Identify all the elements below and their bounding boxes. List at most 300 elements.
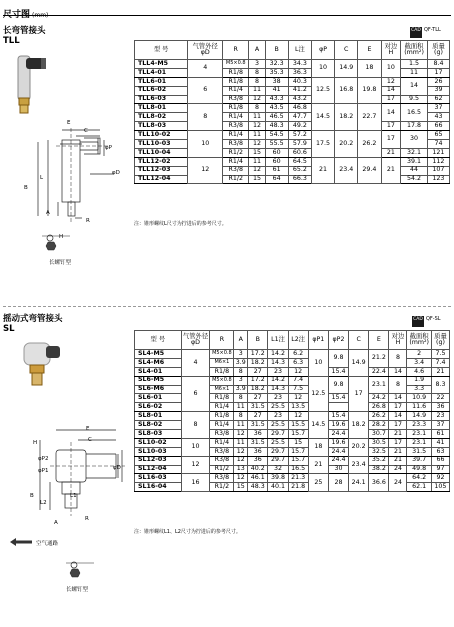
spec-cell: 24.4 <box>328 430 348 439</box>
spec-cell: 20.2 <box>349 438 369 456</box>
sl-col-header: E <box>369 331 389 350</box>
tll-col-header: C <box>335 41 358 60</box>
spec-cell: 14 <box>401 77 428 95</box>
sl-col-header: A <box>234 331 248 350</box>
tll-col-header: E <box>358 41 381 60</box>
spec-cell: 9.5 <box>401 95 428 104</box>
tll-dim-P: φP <box>105 145 112 151</box>
spec-cell: 12.5 <box>311 77 334 104</box>
spec-cell: 29.7 <box>268 430 288 439</box>
spec-cell: 21 <box>381 157 401 184</box>
spec-cell: 17 <box>389 438 407 447</box>
spec-cell: 6.3 <box>288 358 308 367</box>
spec-cell: 17.2 <box>248 350 268 359</box>
spec-cell: 12 <box>188 157 223 184</box>
spec-cell: 66.3 <box>288 175 311 184</box>
tll-col-header: 对边 H <box>381 41 401 60</box>
spec-cell: 17 <box>381 95 401 104</box>
sl-spec-table <box>134 330 450 492</box>
spec-cell: 9.8 <box>328 376 348 394</box>
table-row <box>135 166 450 175</box>
spec-cell: 43.2 <box>288 95 311 104</box>
spec-cell: 28.2 <box>369 421 389 430</box>
spec-cell: 38.2 <box>369 465 389 474</box>
spec-cell: 17 <box>389 403 407 412</box>
sl-dim-D: φD <box>113 465 121 471</box>
table-row <box>135 157 450 166</box>
spec-cell: 10 <box>181 438 210 456</box>
spec-cell: 12 <box>249 140 265 149</box>
spec-cell: 112 <box>427 157 449 166</box>
spec-cell: 35.3 <box>265 68 288 77</box>
spec-cell: 8 <box>249 104 265 113</box>
tll-col-header: 气管外径 φD <box>188 41 223 60</box>
spec-cell: 21.3 <box>288 474 308 483</box>
tll-dim-C: C <box>84 128 88 134</box>
spec-cell: 39.8 <box>268 474 288 483</box>
section-divider <box>3 306 451 307</box>
spec-cell: 15.7 <box>288 430 308 439</box>
spec-cell: 11 <box>234 421 248 430</box>
spec-cell: 31.5 <box>248 438 268 447</box>
tll-col-header: B <box>265 41 288 60</box>
table-row <box>135 60 450 69</box>
model-cell: TLL8-01 <box>135 104 188 113</box>
spec-cell: 26.2 <box>369 412 389 421</box>
spec-cell: 31.5 <box>248 403 268 412</box>
spec-cell: 24.1 <box>349 474 369 492</box>
spec-cell: 25.5 <box>268 403 288 412</box>
tll-hex-caption: 长螺钉型 <box>49 260 72 266</box>
spec-cell: 17 <box>349 376 369 412</box>
spec-cell: 8 <box>188 104 223 131</box>
spec-cell: 21.2 <box>369 350 389 368</box>
spec-cell: 21 <box>431 367 449 376</box>
sl-col-header: 对边 H <box>389 331 407 350</box>
spec-cell: 18.2 <box>248 385 268 394</box>
spec-cell: R1/8 <box>223 77 249 86</box>
spec-cell: 11.6 <box>407 403 431 412</box>
spec-cell: 64.2 <box>407 474 431 483</box>
spec-cell: 17.8 <box>401 122 428 131</box>
spec-cell: 35.2 <box>369 456 389 465</box>
model-cell: TLL10-03 <box>135 140 188 149</box>
sl-dim-B: B <box>30 493 34 499</box>
spec-cell: 8 <box>249 68 265 77</box>
spec-cell: 14.9 <box>335 60 358 78</box>
spec-cell: 43.3 <box>265 95 288 104</box>
spec-cell: 27 <box>248 412 268 421</box>
spec-cell: 17.5 <box>311 131 334 158</box>
spec-cell: 64.5 <box>288 157 311 166</box>
spec-cell: 6 <box>181 376 210 412</box>
spec-cell: R1/2 <box>223 148 249 157</box>
model-cell: TLL6-02 <box>135 86 188 95</box>
spec-cell: 18.2 <box>248 358 268 367</box>
spec-cell: 3 <box>249 60 265 69</box>
spec-cell: R3/8 <box>210 474 234 483</box>
spec-cell: 32.3 <box>265 60 288 69</box>
spec-cell: 39.1 <box>401 157 428 166</box>
spec-cell: 36.6 <box>369 474 389 492</box>
spec-cell: 7.5 <box>431 350 449 359</box>
model-cell: TLL12-04 <box>135 175 188 184</box>
tll-dim-A: A <box>46 210 50 216</box>
spec-cell: R1/2 <box>210 483 234 492</box>
sl-dim-H: H <box>33 440 38 446</box>
spec-cell: 21 <box>389 430 407 439</box>
spec-cell: 21 <box>311 157 334 184</box>
spec-cell: 16.8 <box>335 77 358 104</box>
sl-product-photo <box>18 337 62 393</box>
spec-cell: 60 <box>265 148 288 157</box>
spec-cell: 3.4 <box>407 358 431 367</box>
spec-cell: 15 <box>288 438 308 447</box>
spec-cell: 15.4 <box>328 412 348 421</box>
spec-cell: 36 <box>431 403 449 412</box>
sl-code: SL <box>3 324 15 334</box>
spec-cell: M6×1 <box>210 385 234 394</box>
spec-cell: 12 <box>234 456 248 465</box>
spec-cell: 36.3 <box>288 68 311 77</box>
sl-dim-R: R <box>85 516 89 522</box>
spec-cell: 14 <box>389 394 407 403</box>
spec-cell: 65 <box>427 131 449 140</box>
spec-cell: 8 <box>389 350 407 368</box>
sl-col-header: 截面积 (mm²) <box>407 331 431 350</box>
spec-cell: 12 <box>288 367 308 376</box>
spec-cell: 8.4 <box>427 60 449 69</box>
sl-col-header: L2注 <box>288 331 308 350</box>
spec-cell: 12 <box>181 456 210 474</box>
spec-cell: 61 <box>265 166 288 175</box>
sl-dimension-drawing <box>20 420 132 530</box>
spec-cell: 11 <box>249 157 265 166</box>
cad-icon: CAD <box>412 316 424 327</box>
spec-cell: 15.4 <box>328 367 348 376</box>
model-cell: SL8-03 <box>135 430 182 439</box>
spec-cell: 25.5 <box>268 438 288 447</box>
spec-cell: 7.4 <box>431 358 449 367</box>
spec-cell: 8 <box>249 77 265 86</box>
spec-cell: 62 <box>427 95 449 104</box>
spec-cell: 92 <box>431 474 449 483</box>
spec-cell: 3 <box>234 350 248 359</box>
model-cell: TLL12-02 <box>135 157 188 166</box>
spec-cell: 61 <box>431 430 449 439</box>
table-row <box>135 122 450 131</box>
spec-cell: 1.9 <box>407 376 431 385</box>
spec-cell: 6 <box>188 77 223 104</box>
sl-col-header: B <box>248 331 268 350</box>
spec-cell: 16 <box>181 474 210 492</box>
spec-cell: 11 <box>401 68 428 77</box>
sl-header-row <box>135 331 450 350</box>
spec-cell: 60 <box>265 157 288 166</box>
spec-cell: 24 <box>389 465 407 474</box>
spec-cell: R1/8 <box>223 104 249 113</box>
model-cell: SL4-M5 <box>135 350 182 359</box>
table-row <box>135 456 450 465</box>
sl-col-header: L1注 <box>268 331 288 350</box>
sl-dim-C: C <box>88 437 92 443</box>
spec-cell: 40.3 <box>288 77 311 86</box>
spec-cell: 17.2 <box>248 376 268 385</box>
sl-col-header: 型 号 <box>135 331 182 350</box>
spec-cell: R1/4 <box>223 131 249 140</box>
spec-cell: 24.4 <box>328 447 348 456</box>
spec-cell: 48.3 <box>265 122 288 131</box>
tll-cad-badge <box>410 27 441 38</box>
spec-cell: 10.9 <box>407 394 431 403</box>
spec-cell: 29.4 <box>358 157 381 184</box>
spec-cell: 41.2 <box>288 86 311 95</box>
table-row <box>135 68 450 77</box>
spec-cell: 7.4 <box>288 376 308 385</box>
spec-cell: R1/2 <box>223 175 249 184</box>
spec-cell: 48.3 <box>248 483 268 492</box>
spec-cell: 60.6 <box>288 148 311 157</box>
model-cell: TLL6-03 <box>135 95 188 104</box>
spec-cell: 31.5 <box>248 421 268 430</box>
spec-cell: R1/8 <box>223 68 249 77</box>
spec-cell: R3/8 <box>223 140 249 149</box>
table-row <box>135 131 450 140</box>
page-unit: (mm) <box>32 12 49 19</box>
spec-cell: 23 <box>268 412 288 421</box>
spec-cell: 15.7 <box>288 447 308 456</box>
spec-cell: 10 <box>308 350 328 377</box>
spec-cell: 49.8 <box>407 465 431 474</box>
sl-hex-caption: 长螺钉型 <box>66 587 89 593</box>
spec-cell: 36 <box>248 456 268 465</box>
sl-dim-P1: φP1 <box>38 468 49 474</box>
table-row <box>135 77 450 86</box>
model-cell: TLL10-02 <box>135 131 188 140</box>
spec-cell: 39 <box>427 86 449 95</box>
model-cell: SL16-04 <box>135 483 182 492</box>
spec-cell: 12 <box>249 122 265 131</box>
model-cell: TLL4-M5 <box>135 60 188 69</box>
tll-col-header: 型 号 <box>135 41 188 60</box>
spec-cell: 31.5 <box>407 447 431 456</box>
spec-cell: R3/8 <box>210 456 234 465</box>
model-cell: TLL12-03 <box>135 166 188 175</box>
spec-cell: 18 <box>358 60 381 78</box>
spec-cell: 29.7 <box>268 456 288 465</box>
page-header <box>3 2 451 20</box>
spec-cell: 3.3 <box>407 385 431 394</box>
tll-col-header: R <box>223 41 249 60</box>
spec-cell: 21.8 <box>288 483 308 492</box>
spec-cell: 37 <box>427 104 449 113</box>
spec-cell: 30.7 <box>369 430 389 439</box>
tll-col-header: φP <box>311 41 334 60</box>
table-row <box>135 376 450 385</box>
spec-cell: 15 <box>234 483 248 492</box>
model-cell: SL8-01 <box>135 412 182 421</box>
spec-cell: 18.2 <box>335 104 358 131</box>
spec-cell: 21 <box>389 456 407 465</box>
spec-cell: 18.2 <box>349 412 369 439</box>
spec-cell: 14 <box>381 86 401 95</box>
model-cell: TLL8-03 <box>135 122 188 131</box>
spec-cell: 20.2 <box>335 131 358 158</box>
spec-cell: 26.2 <box>358 131 381 158</box>
spec-cell: 23 <box>431 412 449 421</box>
table-row <box>135 95 450 104</box>
tll-dim-R: R <box>86 218 90 224</box>
sl-col-header: 气管外径 φD <box>181 331 210 350</box>
spec-cell: 66 <box>431 456 449 465</box>
table-row <box>135 175 450 184</box>
tll-dim-B: B <box>24 185 28 191</box>
spec-cell: 14.9 <box>349 350 369 377</box>
spec-cell: 16.5 <box>401 104 428 122</box>
model-cell: TLL6-01 <box>135 77 188 86</box>
spec-cell: 63 <box>431 447 449 456</box>
spec-cell: 41 <box>265 86 288 95</box>
spec-cell: 17 <box>389 421 407 430</box>
spec-cell: 62.1 <box>407 483 431 492</box>
tll-dim-L: L <box>40 175 44 181</box>
model-cell: SL8-02 <box>135 421 182 430</box>
tll-col-header: 截面积 (mm²) <box>401 41 428 60</box>
spec-cell: 54.5 <box>265 131 288 140</box>
spec-cell: 10 <box>381 60 401 78</box>
spec-cell: 24 <box>389 474 407 492</box>
tll-hex-H: H <box>59 234 64 240</box>
spec-cell: 32 <box>268 465 288 474</box>
spec-cell: 39.7 <box>407 456 431 465</box>
model-cell: TLL4-01 <box>135 68 188 77</box>
spec-cell: 23 <box>268 394 288 403</box>
sl-col-header: φP2 <box>328 331 348 350</box>
spec-cell: 9.8 <box>328 350 348 368</box>
spec-cell: 12 <box>234 447 248 456</box>
spec-cell: 32.5 <box>369 447 389 456</box>
spec-cell: 54.2 <box>401 175 428 184</box>
spec-cell: R3/8 <box>210 447 234 456</box>
spec-cell: 26.8 <box>369 403 389 412</box>
spec-cell: R1/8 <box>210 394 234 403</box>
spec-cell: 40.1 <box>268 483 288 492</box>
sl-hex-icon <box>64 555 100 585</box>
sl-cad-badge <box>412 316 441 327</box>
tll-col-header: L注 <box>288 41 311 60</box>
model-cell: SL4-M6 <box>135 358 182 367</box>
spec-cell: 64 <box>265 175 288 184</box>
model-cell: SL6-01 <box>135 394 182 403</box>
spec-cell: 46.1 <box>248 474 268 483</box>
spec-cell: 55.5 <box>265 140 288 149</box>
spec-cell: 11 <box>249 131 265 140</box>
spec-cell: 24.2 <box>369 394 389 403</box>
spec-cell: 28 <box>328 474 348 492</box>
spec-cell: 12 <box>234 474 248 483</box>
spec-cell: 23.1 <box>369 376 389 394</box>
tll-product-photo <box>4 50 48 118</box>
model-cell: SL10-03 <box>135 447 182 456</box>
spec-cell: 22 <box>431 394 449 403</box>
spec-cell: R1/4 <box>210 438 234 447</box>
model-cell: SL4-01 <box>135 367 182 376</box>
spec-cell: 14.2 <box>268 376 288 385</box>
spec-cell: R1/2 <box>210 465 234 474</box>
spec-cell: 21 <box>389 447 407 456</box>
spec-cell: 57.9 <box>288 140 311 149</box>
spec-cell <box>328 403 348 412</box>
spec-cell: 15 <box>249 175 265 184</box>
table-row <box>135 438 450 447</box>
spec-cell: 22.7 <box>358 104 381 131</box>
tll-dim-D: φD <box>112 170 120 176</box>
spec-cell: 25 <box>308 474 328 492</box>
spec-cell: 14 <box>381 104 401 122</box>
spec-cell: 27 <box>248 367 268 376</box>
spec-cell: 4.6 <box>407 367 431 376</box>
spec-cell: 12 <box>249 166 265 175</box>
spec-cell: 14.3 <box>268 385 288 394</box>
spec-cell: 107 <box>427 166 449 175</box>
spec-cell: 8 <box>181 412 210 439</box>
spec-cell: 15.5 <box>288 421 308 430</box>
cad-icon: CAD <box>410 27 422 38</box>
spec-cell: 30.5 <box>369 438 389 447</box>
spec-cell: 47.7 <box>288 113 311 122</box>
sl-col-header: C <box>349 331 369 350</box>
spec-cell: 8.3 <box>431 376 449 394</box>
spec-cell: R3/8 <box>223 122 249 131</box>
spec-cell: 15.4 <box>328 394 348 403</box>
spec-cell: R1/4 <box>223 113 249 122</box>
spec-cell: 14 <box>389 412 407 421</box>
spec-cell: 30 <box>401 131 428 149</box>
spec-cell: 10 <box>188 131 223 158</box>
spec-cell: 27 <box>248 394 268 403</box>
spec-cell: 8 <box>234 394 248 403</box>
sl-col-header: R <box>210 331 234 350</box>
spec-cell: M5×0.8 <box>223 60 249 69</box>
spec-cell: 23.4 <box>349 456 369 474</box>
air-passage-caption: 空气通路 <box>36 541 59 547</box>
spec-cell: 3.9 <box>235 385 246 393</box>
spec-cell: 23 <box>268 367 288 376</box>
spec-cell: 12 <box>381 77 401 86</box>
sl-cad-code: QF-SL <box>426 316 441 322</box>
model-cell: TLL10-04 <box>135 148 188 157</box>
sl-col-header: 质量 (g) <box>431 331 449 350</box>
spec-cell: 12 <box>288 394 308 403</box>
spec-cell: 3 <box>234 376 248 385</box>
spec-cell: 32.1 <box>401 148 428 157</box>
spec-cell: 40.2 <box>248 465 268 474</box>
table-row <box>135 474 450 483</box>
spec-cell: 11 <box>249 113 265 122</box>
sl-dim-L1: L1 <box>70 493 77 499</box>
table-row <box>135 104 450 113</box>
tll-cad-code: QF-TLL <box>424 27 441 33</box>
spec-cell: 21 <box>308 456 328 474</box>
tll-hex-icon <box>40 228 76 258</box>
spec-cell: 8 <box>234 412 248 421</box>
spec-cell: 12 <box>234 430 248 439</box>
spec-cell: 8 <box>234 367 248 376</box>
air-passage-arrow-icon <box>8 537 34 547</box>
tll-spec-table <box>134 40 450 184</box>
spec-cell: 26 <box>427 77 449 86</box>
spec-cell: 1.5 <box>401 60 428 69</box>
